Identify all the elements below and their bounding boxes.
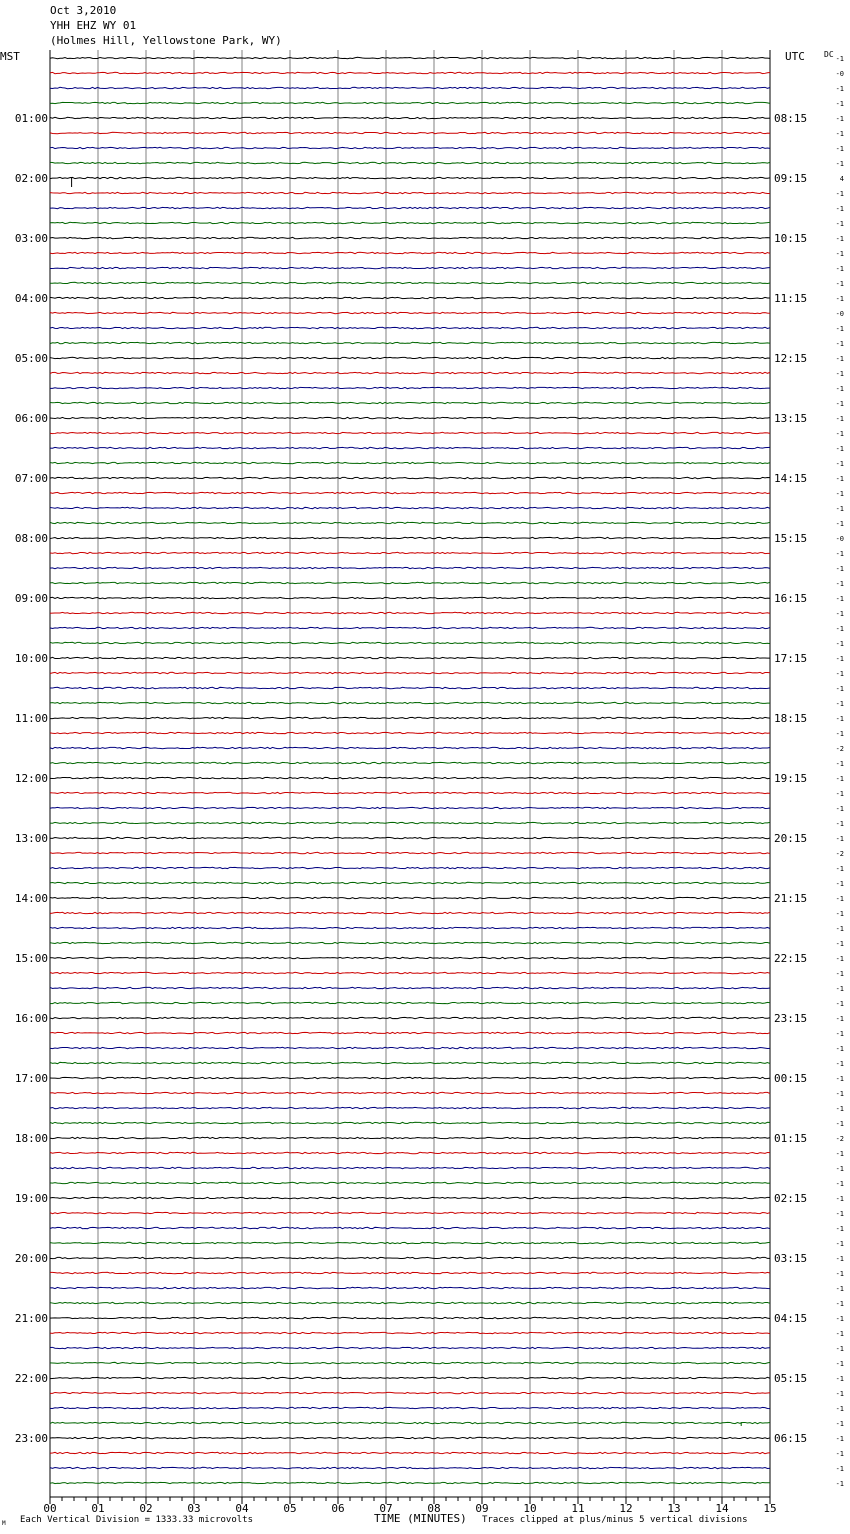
dc-offset-label: -1 xyxy=(835,340,844,348)
dc-offset-label: -1 xyxy=(835,145,844,153)
seismic-trace xyxy=(50,102,770,103)
seismic-trace xyxy=(50,777,770,778)
seismic-trace xyxy=(50,1467,770,1468)
left-hour-label: 14:00 xyxy=(14,892,48,905)
dc-offset-label: -1 xyxy=(835,265,844,273)
dc-offset-label: -1 xyxy=(835,910,844,918)
seismic-trace xyxy=(50,1302,770,1303)
seismic-trace xyxy=(50,837,770,838)
seismic-trace xyxy=(50,567,770,568)
seismic-trace xyxy=(50,1227,770,1228)
x-tick-label: 01 xyxy=(91,1502,105,1515)
dc-offset-label: -1 xyxy=(835,1075,844,1083)
left-hour-label: 05:00 xyxy=(14,352,48,365)
dc-offset-label: -1 xyxy=(835,655,844,663)
seismic-trace xyxy=(50,822,770,823)
dc-offset-label: -1 xyxy=(835,550,844,558)
left-hour-label: 07:00 xyxy=(14,472,48,485)
dc-offset-label: -1 xyxy=(835,1270,844,1278)
right-hour-label: 06:15 xyxy=(774,1432,808,1445)
dc-offset-label: -1 xyxy=(835,1285,844,1293)
seismic-trace xyxy=(50,117,770,118)
seismic-trace xyxy=(50,1437,770,1438)
dc-offset-label: -1 xyxy=(835,160,844,168)
dc-offset-label: -1 xyxy=(835,685,844,693)
seismic-trace xyxy=(50,792,770,793)
dc-offset-label: -1 xyxy=(835,55,844,63)
seismic-trace xyxy=(50,627,770,628)
dc-offset-label: -1 xyxy=(835,1195,844,1203)
left-hour-label: 18:00 xyxy=(14,1132,48,1145)
seismic-trace xyxy=(50,162,770,163)
seismic-trace xyxy=(50,1122,770,1123)
right-hour-label: 02:15 xyxy=(774,1192,808,1205)
seismic-trace xyxy=(50,1212,770,1213)
dc-offset-label: -1 xyxy=(835,835,844,843)
right-hour-label: 03:15 xyxy=(774,1252,808,1265)
seismic-trace xyxy=(50,582,770,583)
seismic-trace xyxy=(50,1377,770,1378)
left-timezone-label: MST xyxy=(0,50,20,63)
dc-offset-label: -1 xyxy=(835,1405,844,1413)
seismic-trace xyxy=(50,972,770,973)
seismic-trace xyxy=(50,462,770,463)
dc-offset-label: -1 xyxy=(835,1090,844,1098)
seismic-trace xyxy=(50,687,770,688)
seismic-trace xyxy=(50,867,770,868)
right-hour-label: 05:15 xyxy=(774,1372,808,1385)
dc-offset-label: -1 xyxy=(835,475,844,483)
seismic-trace xyxy=(50,357,770,358)
dc-offset-label: -1 xyxy=(835,820,844,828)
dc-offset-label: -1 xyxy=(835,490,844,498)
dc-offset-label: -2 xyxy=(835,850,844,858)
left-hour-label: 13:00 xyxy=(14,832,48,845)
right-hour-label: 17:15 xyxy=(774,652,808,665)
seismic-trace xyxy=(50,207,770,208)
dc-offset-label: -1 xyxy=(835,1420,844,1428)
right-hour-label: 16:15 xyxy=(774,592,808,605)
right-hour-label: 01:15 xyxy=(774,1132,808,1145)
right-hour-label: 19:15 xyxy=(774,772,808,785)
right-hour-label: 15:15 xyxy=(774,532,808,545)
header-station: YHH EHZ WY 01 xyxy=(50,19,137,32)
seismic-trace xyxy=(50,612,770,613)
seismic-trace xyxy=(50,1002,770,1003)
dc-offset-label: -1 xyxy=(835,505,844,513)
dc-offset-label: -1 xyxy=(835,1150,844,1158)
right-hour-label: 11:15 xyxy=(774,292,808,305)
seismic-trace xyxy=(50,1032,770,1033)
right-hour-label: 10:15 xyxy=(774,232,808,245)
seismic-trace xyxy=(50,192,770,193)
dc-offset-label: -1 xyxy=(835,1180,844,1188)
right-hour-label: 20:15 xyxy=(774,832,808,845)
dc-offset-label: -1 xyxy=(835,400,844,408)
left-hour-label: 15:00 xyxy=(14,952,48,965)
seismic-trace xyxy=(50,237,770,238)
seismic-trace xyxy=(50,1347,770,1348)
right-hour-label: 04:15 xyxy=(774,1312,808,1325)
scale-note: Each Vertical Division = 1333.33 microvolts xyxy=(20,1515,253,1525)
seismic-trace xyxy=(50,1242,770,1243)
seismic-trace xyxy=(50,1077,770,1078)
seismic-trace xyxy=(50,1062,770,1063)
seismic-trace xyxy=(50,432,770,433)
dc-offset-label: -1 xyxy=(835,805,844,813)
dc-offset-label: -1 xyxy=(835,115,844,123)
header-location: (Holmes Hill, Yellowstone Park, WY) xyxy=(50,34,282,47)
x-axis-title: TIME (MINUTES) xyxy=(374,1512,467,1525)
left-hour-label: 03:00 xyxy=(14,232,48,245)
seismic-trace xyxy=(50,87,770,88)
seismic-trace xyxy=(50,297,770,298)
dc-offset-label: -0 xyxy=(835,310,844,318)
seismic-trace xyxy=(50,267,770,268)
seismic-trace xyxy=(50,672,770,673)
dc-offset-label: -1 xyxy=(835,700,844,708)
seismic-trace xyxy=(50,552,770,553)
seismic-trace xyxy=(50,537,770,538)
seismic-trace xyxy=(50,1182,770,1183)
dc-offset-label: -1 xyxy=(835,100,844,108)
right-timezone-label: UTC xyxy=(785,50,805,63)
seismic-trace xyxy=(50,402,770,403)
dc-offset-label: -1 xyxy=(835,190,844,198)
seismic-trace xyxy=(50,492,770,493)
dc-offset-label: -1 xyxy=(835,1165,844,1173)
seismic-trace xyxy=(50,312,770,313)
dc-offset-label: -1 xyxy=(835,1240,844,1248)
dc-offset-label: -1 xyxy=(835,1375,844,1383)
seismic-trace xyxy=(50,147,770,148)
seismic-trace xyxy=(50,987,770,988)
dc-offset-label: -1 xyxy=(835,1120,844,1128)
dc-offset-label: -1 xyxy=(835,430,844,438)
seismic-trace xyxy=(50,807,770,808)
seismic-trace xyxy=(50,927,770,928)
left-hour-label: 16:00 xyxy=(14,1012,48,1025)
dc-offset-label: -1 xyxy=(835,385,844,393)
seismic-trace xyxy=(50,387,770,388)
dc-offset-label: -1 xyxy=(835,325,844,333)
left-hour-label: 23:00 xyxy=(14,1432,48,1445)
seismic-trace xyxy=(50,957,770,958)
x-tick-label: 13 xyxy=(667,1502,681,1515)
trace-layer xyxy=(50,57,770,1483)
dc-offset-label: -1 xyxy=(835,670,844,678)
right-hour-label: 14:15 xyxy=(774,472,808,485)
seismic-trace xyxy=(50,342,770,343)
dc-offset-label: -1 xyxy=(835,370,844,378)
x-tick-label: 08 xyxy=(427,1502,441,1515)
dc-offset-label: -2 xyxy=(835,1135,844,1143)
dc-offset-label: -1 xyxy=(835,235,844,243)
dc-offset-label: -1 xyxy=(835,85,844,93)
x-tick-label: 02 xyxy=(139,1502,153,1515)
seismic-trace xyxy=(50,942,770,943)
seismic-trace xyxy=(50,897,770,898)
right-hour-label: 18:15 xyxy=(774,712,808,725)
seismic-trace xyxy=(50,177,770,178)
seismic-trace xyxy=(50,57,770,58)
dc-offset-label: -1 xyxy=(835,355,844,363)
dc-offset-label: -1 xyxy=(835,790,844,798)
x-tick-label: 09 xyxy=(475,1502,489,1515)
left-hour-label: 19:00 xyxy=(14,1192,48,1205)
dc-offset-label: -1 xyxy=(835,1000,844,1008)
seismic-trace xyxy=(50,657,770,658)
dc-offset-label: -1 xyxy=(835,1015,844,1023)
left-hour-label: 08:00 xyxy=(14,532,48,545)
dc-offset-label: -1 xyxy=(835,985,844,993)
dc-offset-label: -1 xyxy=(835,250,844,258)
seismic-trace xyxy=(50,597,770,598)
seismic-trace xyxy=(50,1287,770,1288)
dc-label: DC xyxy=(824,50,834,59)
seismic-trace xyxy=(50,1107,770,1108)
seismic-trace xyxy=(50,1137,770,1138)
left-hour-label: 09:00 xyxy=(14,592,48,605)
clip-note: Traces clipped at plus/minus 5 vertical divisions xyxy=(482,1515,748,1525)
seismic-trace xyxy=(50,1452,770,1453)
right-hour-label: 08:15 xyxy=(774,112,808,125)
seismic-trace xyxy=(50,702,770,703)
dc-offset-label: -1 xyxy=(835,1105,844,1113)
dc-offset-label: -1 xyxy=(835,1060,844,1068)
dc-offset-label: -1 xyxy=(835,1465,844,1473)
dc-offset-label: -1 xyxy=(835,1360,844,1368)
dc-offset-label: -1 xyxy=(835,1045,844,1053)
seismic-trace xyxy=(50,417,770,418)
dc-offset-label: -1 xyxy=(835,1210,844,1218)
small-mark: M xyxy=(2,1520,6,1527)
seismic-trace xyxy=(50,507,770,508)
seismic-trace xyxy=(50,252,770,253)
seismic-trace xyxy=(50,72,770,73)
left-hour-label: 01:00 xyxy=(14,112,48,125)
seismic-trace xyxy=(50,747,770,748)
seismic-trace xyxy=(50,1047,770,1048)
dc-offset-label: -1 xyxy=(835,1255,844,1263)
dc-offset-label: -1 xyxy=(835,1480,844,1488)
seismic-trace xyxy=(50,132,770,133)
right-hour-label: 12:15 xyxy=(774,352,808,365)
dc-offset-label: -1 xyxy=(835,580,844,588)
seismic-trace xyxy=(50,477,770,478)
dc-offset-label: -1 xyxy=(835,640,844,648)
x-tick-label: 14 xyxy=(715,1502,729,1515)
x-tick-label: 07 xyxy=(379,1502,393,1515)
dc-offset-label: -1 xyxy=(835,1330,844,1338)
left-hour-label: 04:00 xyxy=(14,292,48,305)
dc-offset-label: -1 xyxy=(835,220,844,228)
dc-offset-label: -2 xyxy=(835,745,844,753)
seismic-trace xyxy=(50,717,770,718)
x-tick-label: 10 xyxy=(523,1502,537,1515)
seismic-trace xyxy=(50,327,770,328)
dc-offset-label: -1 xyxy=(835,130,844,138)
seismic-trace xyxy=(50,282,770,283)
dc-offset-label: 4 xyxy=(839,175,844,183)
left-hour-label: 17:00 xyxy=(14,1072,48,1085)
header-date: Oct 3,2010 xyxy=(50,4,117,17)
dc-offset-label: -1 xyxy=(835,295,844,303)
seismic-trace xyxy=(50,1197,770,1198)
seismic-trace xyxy=(50,1362,770,1363)
dc-offset-label: -1 xyxy=(835,625,844,633)
dc-offset-label: -1 xyxy=(835,715,844,723)
seismic-trace xyxy=(50,1422,770,1423)
right-hour-label: 22:15 xyxy=(774,952,808,965)
seismic-trace xyxy=(50,882,770,883)
seismic-trace xyxy=(50,1332,770,1333)
dc-offset-label: -1 xyxy=(835,940,844,948)
dc-offset-label: -1 xyxy=(835,445,844,453)
seismic-trace xyxy=(50,642,770,643)
x-tick-label: 05 xyxy=(283,1502,297,1515)
dc-offset-label: -1 xyxy=(835,610,844,618)
seismic-trace xyxy=(50,912,770,913)
dc-offset-label: -1 xyxy=(835,415,844,423)
dc-offset-label: -1 xyxy=(835,1390,844,1398)
left-hour-label: 21:00 xyxy=(14,1312,48,1325)
dc-offset-label: -1 xyxy=(835,970,844,978)
dc-offset-label: -1 xyxy=(835,1030,844,1038)
seismic-trace xyxy=(50,732,770,733)
seismic-trace xyxy=(50,1152,770,1153)
dc-offset-label: -1 xyxy=(835,865,844,873)
dc-offset-label: -1 xyxy=(835,280,844,288)
dc-offset-label: -1 xyxy=(835,775,844,783)
dc-offset-label: -1 xyxy=(835,1300,844,1308)
seismic-trace xyxy=(50,522,770,523)
dc-offset-label: -1 xyxy=(835,595,844,603)
x-tick-label: 00 xyxy=(43,1502,57,1515)
seismic-trace xyxy=(50,1392,770,1393)
x-tick-label: 04 xyxy=(235,1502,249,1515)
right-hour-label: 21:15 xyxy=(774,892,808,905)
dc-offset-label: -1 xyxy=(835,1435,844,1443)
left-hour-label: 11:00 xyxy=(14,712,48,725)
seismic-trace xyxy=(50,1092,770,1093)
dc-offset-label: -1 xyxy=(835,565,844,573)
dc-offset-label: -1 xyxy=(835,730,844,738)
x-tick-label: 15 xyxy=(763,1502,777,1515)
left-hour-label: 10:00 xyxy=(14,652,48,665)
dc-offset-label: -1 xyxy=(835,760,844,768)
x-tick-label: 03 xyxy=(187,1502,201,1515)
seismic-trace xyxy=(50,1317,770,1318)
dc-offset-label: -1 xyxy=(835,895,844,903)
dc-offset-label: -0 xyxy=(835,70,844,78)
seismic-trace xyxy=(50,447,770,448)
seismic-trace xyxy=(50,372,770,373)
dc-offset-label: -1 xyxy=(835,205,844,213)
label-layer xyxy=(15,55,844,1515)
dc-offset-label: -1 xyxy=(835,460,844,468)
dc-offset-label: -1 xyxy=(835,880,844,888)
seismic-trace xyxy=(50,1272,770,1273)
dc-offset-label: -1 xyxy=(835,955,844,963)
seismic-trace xyxy=(50,1407,770,1408)
right-hour-label: 00:15 xyxy=(774,1072,808,1085)
dc-offset-label: -1 xyxy=(835,1345,844,1353)
left-hour-label: 02:00 xyxy=(14,172,48,185)
dc-offset-label: -1 xyxy=(835,520,844,528)
seismic-trace xyxy=(50,762,770,763)
right-hour-label: 23:15 xyxy=(774,1012,808,1025)
right-hour-label: 09:15 xyxy=(774,172,808,185)
left-hour-label: 20:00 xyxy=(14,1252,48,1265)
right-hour-label: 13:15 xyxy=(774,412,808,425)
x-tick-label: 12 xyxy=(619,1502,633,1515)
x-tick-label: 06 xyxy=(331,1502,345,1515)
x-tick-label: 11 xyxy=(571,1502,585,1515)
seismic-trace xyxy=(50,1257,770,1258)
dc-offset-label: -1 xyxy=(835,925,844,933)
left-hour-label: 12:00 xyxy=(14,772,48,785)
left-hour-label: 22:00 xyxy=(14,1372,48,1385)
seismic-trace xyxy=(50,222,770,223)
seismic-trace xyxy=(50,852,770,853)
left-hour-label: 06:00 xyxy=(14,412,48,425)
seismic-trace xyxy=(50,1017,770,1018)
dc-offset-label: -1 xyxy=(835,1450,844,1458)
seismic-trace xyxy=(50,1167,770,1168)
dc-offset-label: -1 xyxy=(835,1225,844,1233)
dc-offset-label: -0 xyxy=(835,535,844,543)
dc-offset-label: -1 xyxy=(835,1315,844,1323)
seismic-trace xyxy=(50,1482,770,1483)
